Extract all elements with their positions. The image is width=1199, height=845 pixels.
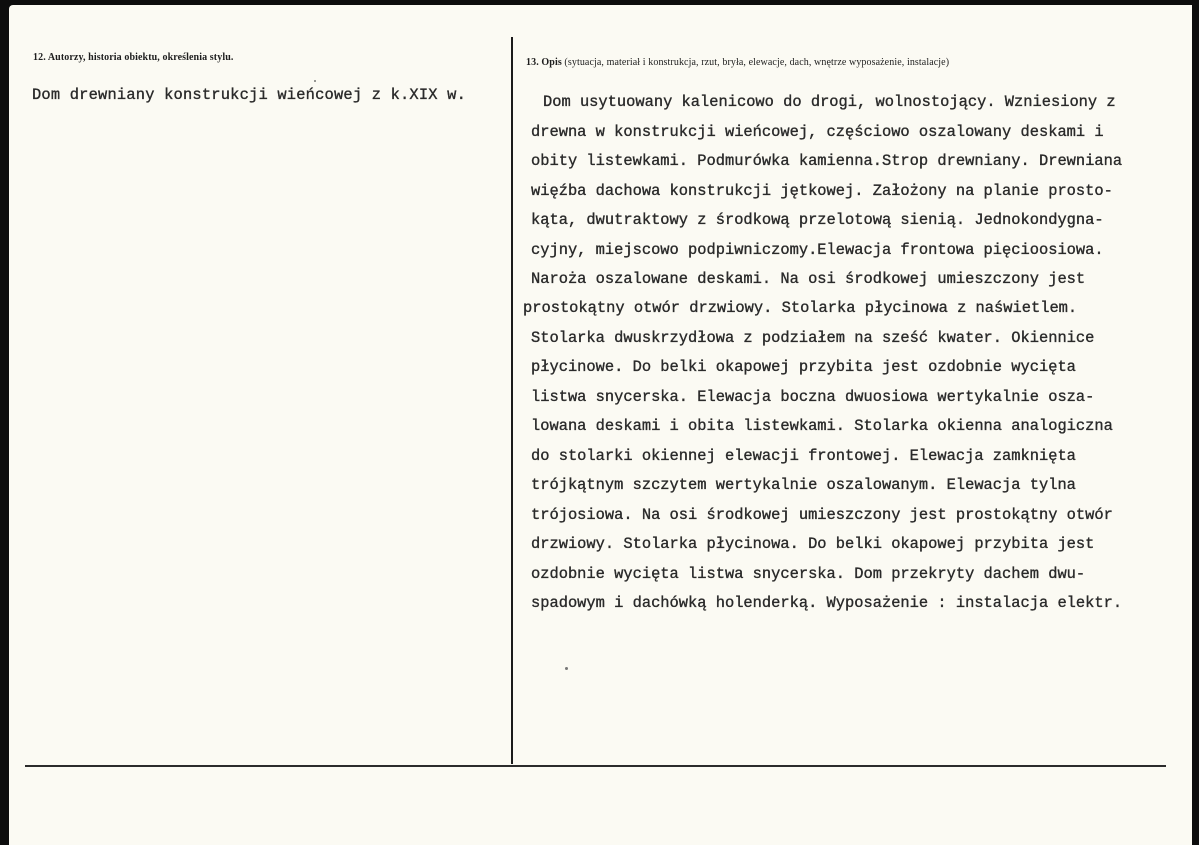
field-13-detail: (sytuacja, materiał i konstrukcja, rzut, bryła, elewacje, dach, wnętrze wyposażenie, instalacje) xyxy=(564,57,950,68)
field-12-value: Dom drewniany konstrukcji wieńcowej z k.XIX w. xyxy=(32,86,467,104)
bottom-rule xyxy=(25,765,1166,767)
description-line: Dom usytuowany kalenicowo do drogi, wolnostojący. Wzniesiony z xyxy=(543,93,1116,111)
description-line: cyjny, miejscowo podpiwniczomy.Elewacja frontowa pięcioosiowa. xyxy=(531,241,1104,259)
description-line: drzwiowy. Stolarka płycinowa. Do belki okapowej przybita jest xyxy=(531,535,1095,553)
description-line: więźba dachowa konstrukcji jętkowej. Założony na planie prosto- xyxy=(531,182,1113,200)
field-13-number: 13. Opis xyxy=(526,57,562,68)
description-line: Stolarka dwuskrzydłowa z podziałem na sześć kwater. Okiennice xyxy=(531,329,1095,347)
description-line: płycinowe. Do belki okapowej przybita jest ozdobnie wycięta xyxy=(531,358,1076,376)
description-line: prostokątny otwór drzwiowy. Stolarka płycinowa z naświetlem. xyxy=(523,299,1078,317)
field-13-label xyxy=(526,57,949,68)
scan-speck xyxy=(314,80,316,82)
description-line: lowana deskami i obita listewkami. Stolarka okienna analogiczna xyxy=(531,417,1113,435)
description-line: trójosiowa. Na osi środkowej umieszczony jest prostokątny otwór xyxy=(531,506,1113,524)
description-line: drewna w konstrukcji wieńcowej, częściowo oszalowany deskami i xyxy=(531,123,1104,141)
description-line: spadowym i dachówką holenderką. Wyposażenie : instalacja elektr. xyxy=(531,594,1123,612)
field-12-label: 12. Autorzy, historia obiektu, określenia stylu. xyxy=(33,52,234,63)
scan-speck xyxy=(565,667,568,670)
description-line: Naroża oszalowane deskami. Na osi środkowej umieszczony jest xyxy=(531,270,1086,288)
description-line: trójkątnym szczytem wertykalnie oszalowanym. Elewacja tylna xyxy=(531,476,1076,494)
description-line: kąta, dwutraktowy z środkową przelotową sienią. Jednokondygna- xyxy=(531,211,1104,229)
description-line: do stolarki okiennej elewacji frontowej. Elewacja zamknięta xyxy=(531,447,1076,465)
description-line: ozdobnie wycięta listwa snycerska. Dom przekryty dachem dwu- xyxy=(531,565,1086,583)
record-card-sheet xyxy=(9,5,1192,845)
column-divider xyxy=(511,37,513,764)
description-line: obity listewkami. Podmurówka kamienna.Strop drewniany. Drewniana xyxy=(531,152,1123,170)
description-line: listwa snycerska. Elewacja boczna dwuosiowa wertykalnie osza- xyxy=(531,388,1095,406)
